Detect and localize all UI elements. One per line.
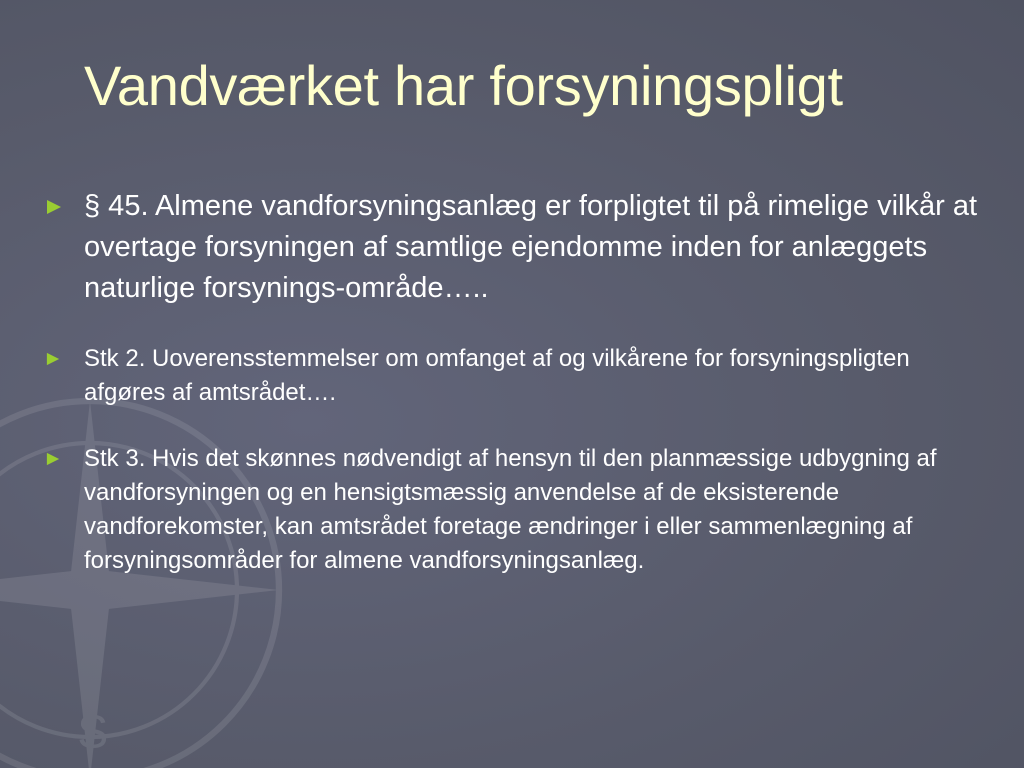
bullet-text: Stk 2. Uoverensstemmelser om omfanget af og vilkårene for forsyningspligten afgøres af amtsrådet…. <box>84 345 910 406</box>
bullet-list <box>46 186 986 578</box>
bullet-text: Stk 3. Hvis det skønnes nødvendigt af hensyn til den planmæssige udbygning af vandforsyningen og en hensigtsmæssig anvendelse af de eksisterende vandforekomster, kan amtsrådet foretage ændringer i eller sammenlægning af forsyningsområder for almene vandforsyningsanlæg. <box>84 445 937 574</box>
bullet-item <box>46 186 986 309</box>
triangle-right-icon <box>46 442 84 466</box>
bullet-item <box>46 342 986 410</box>
triangle-right-icon <box>46 342 84 366</box>
svg-text:S: S <box>77 705 109 758</box>
triangle-right-icon <box>46 186 84 215</box>
bullet-text: § 45. Almene vandforsyningsanlæg er forpligtet til på rimelige vilkår at overtage forsyningen af samtlige ejendomme inden for anlæggets naturlige forsynings-område….. <box>84 190 978 304</box>
bullet-item <box>46 442 986 578</box>
slide-title: Vandværket har forsyningspligt <box>84 54 843 117</box>
